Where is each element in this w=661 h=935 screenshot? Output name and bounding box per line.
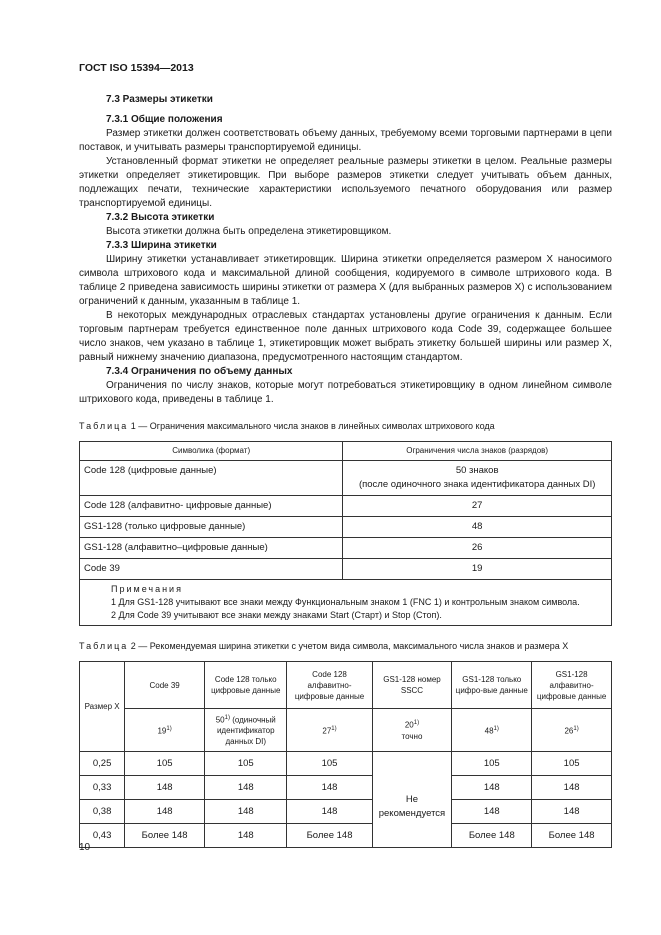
footnote-ref: 1) bbox=[166, 725, 172, 732]
limit-value: 27 bbox=[322, 726, 332, 736]
table-subheader-row bbox=[80, 709, 612, 752]
paragraph: Размер этикетки должен соответствовать объему данных, требуемому всеми торговыми партнерами в цепи поставок, и учитывать размеры транспортируемой единицы. bbox=[79, 128, 612, 153]
table2-caption bbox=[79, 639, 612, 653]
footnote-ref: 1) bbox=[224, 714, 230, 721]
table-cell: 148 bbox=[287, 776, 372, 800]
table-row bbox=[80, 538, 612, 559]
column-header: Code 128 алфавитно-цифровые данные bbox=[287, 662, 372, 709]
table-cell: 148 bbox=[532, 776, 612, 800]
table-cell: 48 bbox=[343, 517, 612, 538]
table-row bbox=[80, 461, 612, 496]
table-title: 1 — Ограничения максимального числа знаков в линейных символах штрихового кода bbox=[128, 421, 495, 431]
char-limit-cell bbox=[452, 709, 532, 752]
section-heading-7-3-1: 7.3.1 Общие положения bbox=[106, 114, 223, 125]
note: 2 Для Code 39 учитывают все знаки между знаками Start (Старт) и Stop (Стоп). bbox=[111, 610, 442, 620]
footnote-ref: 1) bbox=[493, 725, 499, 732]
standard-header: ГОСТ ISO 15394—2013 bbox=[79, 62, 194, 74]
char-limit-cell bbox=[205, 709, 287, 752]
table-cell: 148 bbox=[125, 776, 205, 800]
table-cell: 148 bbox=[452, 776, 532, 800]
table-cell: GS1-128 (алфавитно–цифровые данные) bbox=[80, 538, 343, 559]
cell-line: 50 знаков bbox=[455, 465, 499, 476]
table1 bbox=[79, 441, 612, 626]
table-cell: 105 bbox=[452, 752, 532, 776]
limit-note: (одиночный идентификатор данных DI) bbox=[216, 715, 276, 747]
table-cell: 148 bbox=[287, 800, 372, 824]
table-cell: GS1-128 (только цифровые данные) bbox=[80, 517, 343, 538]
paragraph: Ограничения по числу знаков, которые могут потребоваться этикетировщику в одном линейном символе штрихового кода, приведены в таблице 1. bbox=[79, 380, 612, 405]
cell-line: (после одиночного знака идентификатора данных DI) bbox=[358, 479, 596, 490]
limit-value: 50 bbox=[215, 715, 225, 725]
table-cell: Более 148 bbox=[125, 824, 205, 848]
table-cell: 105 bbox=[125, 752, 205, 776]
notes-title: Примечания bbox=[111, 584, 183, 594]
table-row bbox=[80, 517, 612, 538]
section-heading-7-3: 7.3 Размеры этикетки bbox=[106, 94, 213, 105]
table-cell: Code 39 bbox=[80, 559, 343, 580]
table-label: Таблица bbox=[79, 641, 129, 651]
section-heading-7-3-2: 7.3.2 Высота этикетки bbox=[106, 212, 215, 223]
table-cell: 27 bbox=[343, 496, 612, 517]
footnote-ref: 1) bbox=[573, 725, 579, 732]
table-cell: 105 bbox=[532, 752, 612, 776]
table-cell: Code 128 (алфавитно- цифровые данные) bbox=[80, 496, 343, 517]
paragraph: В некоторых международных отраслевых стандартах установлены другие ограничения к данным. Если торговым партнерам требуется единственное поле данных штрихового кода Code 39, содержащее большее число знаков, чем указано в таблице 1, этикетировщик может выбрать этикетку большей ширины или размер X, равный нижнему значению диапазона, предусмотренного настоящим стандартом. bbox=[79, 310, 612, 363]
column-header: GS1-128 номер SSCC bbox=[372, 662, 452, 709]
table-header-row bbox=[80, 662, 612, 709]
section-heading-7-3-4: 7.3.4 Ограничения по объему данных bbox=[106, 366, 293, 377]
table-cell bbox=[343, 461, 612, 496]
column-header: Символика (формат) bbox=[80, 442, 343, 461]
not-recommended-cell: Не рекомендуется bbox=[372, 752, 452, 848]
x-size-cell: 0,43 bbox=[80, 824, 125, 848]
limit-value: 19 bbox=[157, 726, 167, 736]
table-label: Таблица bbox=[79, 421, 129, 431]
table-cell: 148 bbox=[452, 800, 532, 824]
page-number: 10 bbox=[79, 842, 91, 853]
char-limit-cell bbox=[125, 709, 205, 752]
column-header: Ограничения числа знаков (разрядов) bbox=[343, 442, 612, 461]
x-size-cell: 0,33 bbox=[80, 776, 125, 800]
x-size-cell: 0,38 bbox=[80, 800, 125, 824]
table-header-row bbox=[80, 442, 612, 461]
table-row bbox=[80, 496, 612, 517]
limit-value: 20 bbox=[404, 720, 414, 730]
table-row bbox=[80, 776, 612, 800]
table-title: 2 — Рекомендуемая ширина этикетки с учетом вида символа, максимального числа знаков и размера X bbox=[128, 641, 569, 651]
paragraph: Высота этикетки должна быть определена этикетировщиком. bbox=[106, 226, 392, 237]
table-cell: Более 148 bbox=[287, 824, 372, 848]
table-cell: 148 bbox=[205, 800, 287, 824]
table-cell: 148 bbox=[532, 800, 612, 824]
table-cell: 148 bbox=[205, 824, 287, 848]
table2 bbox=[79, 661, 612, 848]
table-cell: Более 148 bbox=[452, 824, 532, 848]
column-header: Code 39 bbox=[125, 662, 205, 709]
table-notes bbox=[80, 580, 612, 626]
table-cell: Более 148 bbox=[532, 824, 612, 848]
char-limit-cell bbox=[287, 709, 372, 752]
limit-value: 48 bbox=[484, 726, 494, 736]
char-limit-cell bbox=[372, 709, 452, 752]
table-row bbox=[80, 800, 612, 824]
note: 1 Для GS1-128 учитывают все знаки между Функциональным знаком 1 (FNC 1) и контрольным знаком символа. bbox=[111, 597, 580, 607]
limit-value: 26 bbox=[564, 726, 574, 736]
page-body bbox=[79, 93, 612, 848]
table-cell: 19 bbox=[343, 559, 612, 580]
table-row bbox=[80, 559, 612, 580]
table-notes-row bbox=[80, 580, 612, 626]
table1-caption bbox=[79, 419, 612, 433]
table-cell: Code 128 (цифровые данные) bbox=[80, 461, 343, 496]
table-row bbox=[80, 824, 612, 848]
table-cell: 105 bbox=[287, 752, 372, 776]
paragraph: Установленный формат этикетки не определяет реальные размеры этикетки в целом. Реальные размеры этикетки определяет этикетировщик. При выборе размеров этикетки следует учитывать объем данных, подлежащих печати, технические характеристики используемого печатного оборудования или размер транспортируемой единицы. bbox=[79, 156, 612, 209]
footnote-ref: 1) bbox=[413, 720, 420, 727]
table-row bbox=[80, 752, 612, 776]
limit-note: точно bbox=[401, 731, 423, 741]
char-limit-cell bbox=[532, 709, 612, 752]
column-header: Размер X bbox=[80, 662, 125, 752]
table-cell: 26 bbox=[343, 538, 612, 559]
column-header: GS1-128 только цифро-вые данные bbox=[452, 662, 532, 709]
section-heading-7-3-3: 7.3.3 Ширина этикетки bbox=[106, 240, 217, 251]
x-size-cell: 0,25 bbox=[80, 752, 125, 776]
column-header: Code 128 только цифровые данные bbox=[205, 662, 287, 709]
footnote-ref: 1) bbox=[331, 725, 337, 732]
table-cell: 105 bbox=[205, 752, 287, 776]
column-header: GS1-128 алфавитно-цифровые данные bbox=[532, 662, 612, 709]
paragraph: Ширину этикетки устанавливает этикетировщик. Ширина этикетки определяется размером X наносимого символа штрихового кода и максимальной длиной сообщения, кодируемого в символе штрихового кода. В таблице 2 приведена зависимость ширины этикетки от размера X (для выбранных размеров X) с использованием ограничений к данным, указанным в таблице 1. bbox=[79, 254, 612, 307]
table-cell: 148 bbox=[125, 800, 205, 824]
table-cell: 148 bbox=[205, 776, 287, 800]
